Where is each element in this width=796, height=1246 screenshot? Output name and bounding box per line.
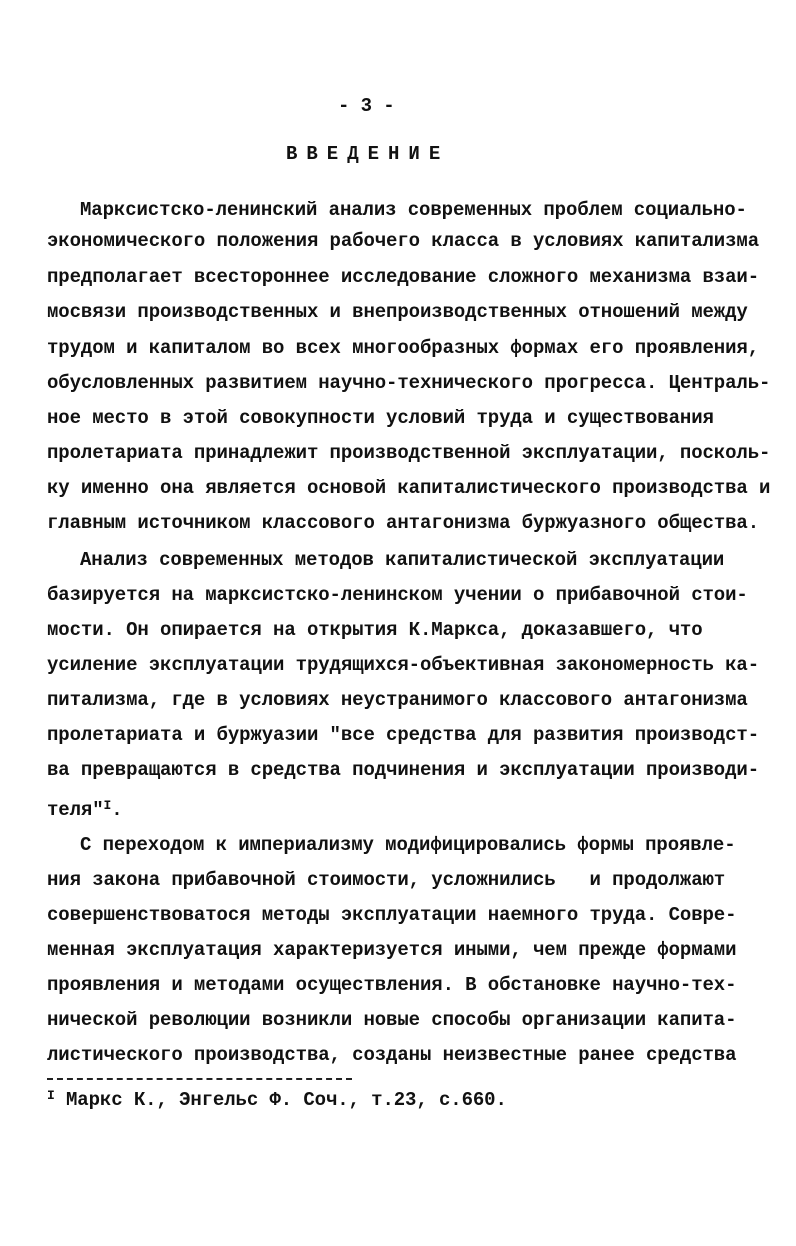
text-line-content: пролетариата и буржуазии "все средства для развития производст- xyxy=(47,724,760,746)
text-line-content: питализма, где в условиях неустранимого классового антагонизма xyxy=(47,689,748,711)
text-line-content: теля" xyxy=(47,799,104,821)
text-line xyxy=(47,868,725,892)
sentence-end: . xyxy=(111,799,123,821)
text-line-content: предполагает всестороннее исследование сложного механизма взаи- xyxy=(47,266,760,288)
text-line-content: ва превращаются в средства подчинения и эксплуатации производи- xyxy=(47,759,760,781)
text-line-content: ное место в этой совокупности условий труда и существования xyxy=(47,407,714,429)
footnote xyxy=(47,1084,507,1112)
text-line xyxy=(47,476,770,500)
text-line xyxy=(47,973,736,997)
text-line xyxy=(80,833,736,857)
text-line xyxy=(47,371,770,395)
text-line-content: обусловленных развитием научно-технического прогресса. Централь- xyxy=(47,372,771,394)
text-line-content: ния закона прибавочной стоимости, усложнились и продолжают xyxy=(47,869,726,891)
text-line-content: совершенствоватося методы эксплуатации наемного труда. Совре- xyxy=(47,904,737,926)
text-line-content: главным источником классового антагонизма буржуазного общества. xyxy=(47,512,760,534)
text-line-content: мосвязи производственных и внепроизводственных отношений между xyxy=(47,301,748,323)
text-line xyxy=(47,583,748,607)
footnote-divider xyxy=(47,1078,352,1080)
text-line-content: Марксистско-ленинский анализ современных проблем социально- xyxy=(80,199,747,221)
text-line-content: нической революции возникли новые способы организации капита- xyxy=(47,1009,737,1031)
text-line xyxy=(47,229,759,253)
text-line xyxy=(47,1008,736,1032)
text-line xyxy=(47,406,714,430)
text-line xyxy=(47,723,759,747)
text-line xyxy=(47,794,123,822)
text-line xyxy=(47,653,759,677)
text-line-content: С переходом к империализму модифицировались формы проявле- xyxy=(80,834,736,856)
text-line-content: экономического положения рабочего класса в условиях капитализма xyxy=(47,230,760,252)
text-line xyxy=(47,265,759,289)
text-line xyxy=(47,758,759,782)
text-line-content: менная эксплуатация характеризуется иными, чем прежде формами xyxy=(47,939,737,961)
text-line xyxy=(47,903,736,927)
text-line xyxy=(47,300,748,324)
footnote-marker: I xyxy=(47,1088,55,1103)
footnote-text: Маркс К., Энгельс Ф. Соч., т.23, с.660. xyxy=(54,1089,507,1111)
text-line-content: Анализ современных методов капиталистической эксплуатации xyxy=(80,549,725,571)
text-line-content: проявления и методами осуществления. В обстановке научно-тех- xyxy=(47,974,737,996)
text-line-content: листического производства, созданы неизвестные ранее средства xyxy=(47,1044,737,1066)
text-line-content: мости. Он опирается на открытия К.Маркса, доказавшего, что xyxy=(47,619,703,641)
text-line-content: ку именно она является основой капиталистического производства и xyxy=(47,477,771,499)
text-line xyxy=(47,938,736,962)
text-line-content: усиление эксплуатации трудящихся-объективная закономерность ка- xyxy=(47,654,760,676)
text-line xyxy=(80,548,724,572)
section-heading: ВВЕДЕНИЕ xyxy=(286,143,450,165)
text-line-content: пролетариата принадлежит производственной эксплуатации, посколь- xyxy=(47,442,771,464)
text-line xyxy=(47,336,759,360)
footnote-reference: I xyxy=(103,798,112,813)
text-line-content: трудом и капиталом во всех многообразных формах его проявления, xyxy=(47,337,760,359)
page-number: - 3 - xyxy=(338,95,395,117)
text-line xyxy=(47,511,759,535)
text-line-content: базируется на марксистско-ленинском учении о прибавочной стои- xyxy=(47,584,748,606)
text-line xyxy=(47,688,748,712)
text-line xyxy=(47,1043,736,1067)
text-line xyxy=(47,441,770,465)
text-line xyxy=(47,618,703,642)
text-line xyxy=(80,198,747,222)
